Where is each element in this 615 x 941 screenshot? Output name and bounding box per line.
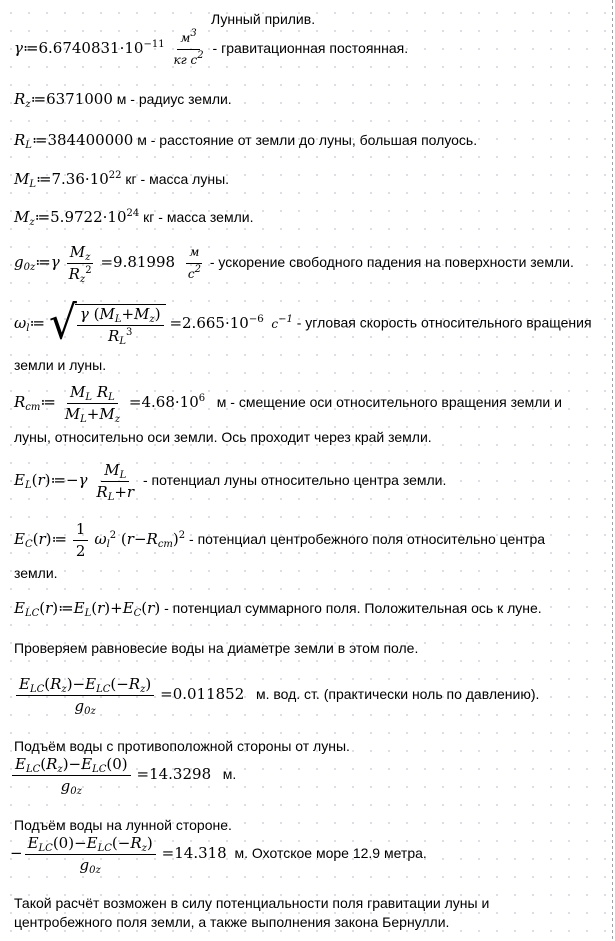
rise-far-calculation[interactable]: $\frac{E_{LC}(R_z)-E_{LC}(0)}{g_{0z}}$ =14.3298 м. — [10, 756, 236, 795]
check-intro: Проверяем равновесие воды на диаметре земли в этом поле. — [14, 640, 419, 656]
ml-definition[interactable]: $M_L≔7.36\cdot 10^{22}$ кг - масса луны. — [14, 170, 230, 190]
ec-definition[interactable]: $E_C(r)≔$ $\frac{1}{2}$ $\omega_l^2$ $(r-R_{cm})^2$ - потенциал центробежного поля относительно центра — [14, 520, 546, 560]
gamma-unit: $\frac{м^3}{кг с^2}$ — [173, 28, 204, 67]
conclusion-line-1: Такой расчёт возможен в силу потенциальности поля гравитации луны и — [14, 895, 490, 911]
equilibrium-check[interactable]: $\frac{E_{LC}(R_z)-E_{LC}(-R_z)}{g_{0z}}$ =0.011852 м. вод. ст. (практически ноль по давлению). — [14, 676, 539, 715]
elc-definition[interactable]: $E_{LC}(r)≔E_L(r)+E_C(r)$ - потенциал суммарного поля. Положительная ось к луне. — [14, 599, 542, 619]
conclusion-line-2: центробежного поля земли, а также выполнения закона Бернулли. — [14, 914, 450, 930]
g0z-definition[interactable]: $g_{0z}≔\gamma$ $\frac{M_z}{R_z^2}$ =9.81998 $\frac{м}{с^2}$ - ускорение свободного падения на поверхности земли. — [14, 243, 574, 285]
rcm-description-continued: луны, относительно оси земли. Ось проходит через край земли. — [14, 429, 432, 445]
el-definition[interactable]: $E_L(r)≔-\gamma$ $\frac{M_L}{R_L+r}$ - потенциал луны относительно центра земли. — [14, 461, 447, 503]
rise-near-intro: Подъём воды на лунной стороне. — [14, 817, 232, 833]
rise-near-calculation[interactable]: − $\frac{E_{LC}(0)-E_{LC}(-R_z)}{g_{0z}}$ =14.318 м. Охотское море 12.9 метра. — [10, 834, 427, 876]
ec-description-continued: земли. — [14, 565, 58, 581]
rise-far-intro: Подъём воды с противоположной стороны от луны. — [14, 738, 350, 754]
rl-definition[interactable]: $R_L≔384400000$ м - расстояние от земли до луны, большая полуось. — [14, 131, 478, 151]
page-title: Лунный прилив. — [211, 11, 316, 27]
gamma-definition[interactable]: $\gamma≔6.6740831\cdot 10^{-11}$ $\frac{м^3}{кг с^2}$ - гравитационная постоянная. — [14, 28, 409, 67]
rz-definition[interactable]: $R_z≔6371000$ м - радиус земли. — [14, 90, 232, 110]
omega-description-continued: земли и луны. — [14, 357, 107, 373]
page-boundary — [612, 0, 613, 941]
rcm-definition[interactable]: $R_{cm}≔$ $\frac{M_L R_L}{M_L+M_z}$ $=4.68\cdot 10^6$ м - смещение оси относительного вращения земли и — [14, 383, 562, 425]
mz-definition[interactable]: $M_z≔5.9722\cdot 10^{24}$ кг - масса земли. — [14, 208, 254, 228]
omega-definition[interactable]: $\omega_l≔$ √ $\frac{\gamma (M_L+M_z)}{R_L^3}$ $=2.665\cdot 10^{-6}$ $с^{-1}$ - угловая скорость относительного вращения — [14, 296, 592, 351]
